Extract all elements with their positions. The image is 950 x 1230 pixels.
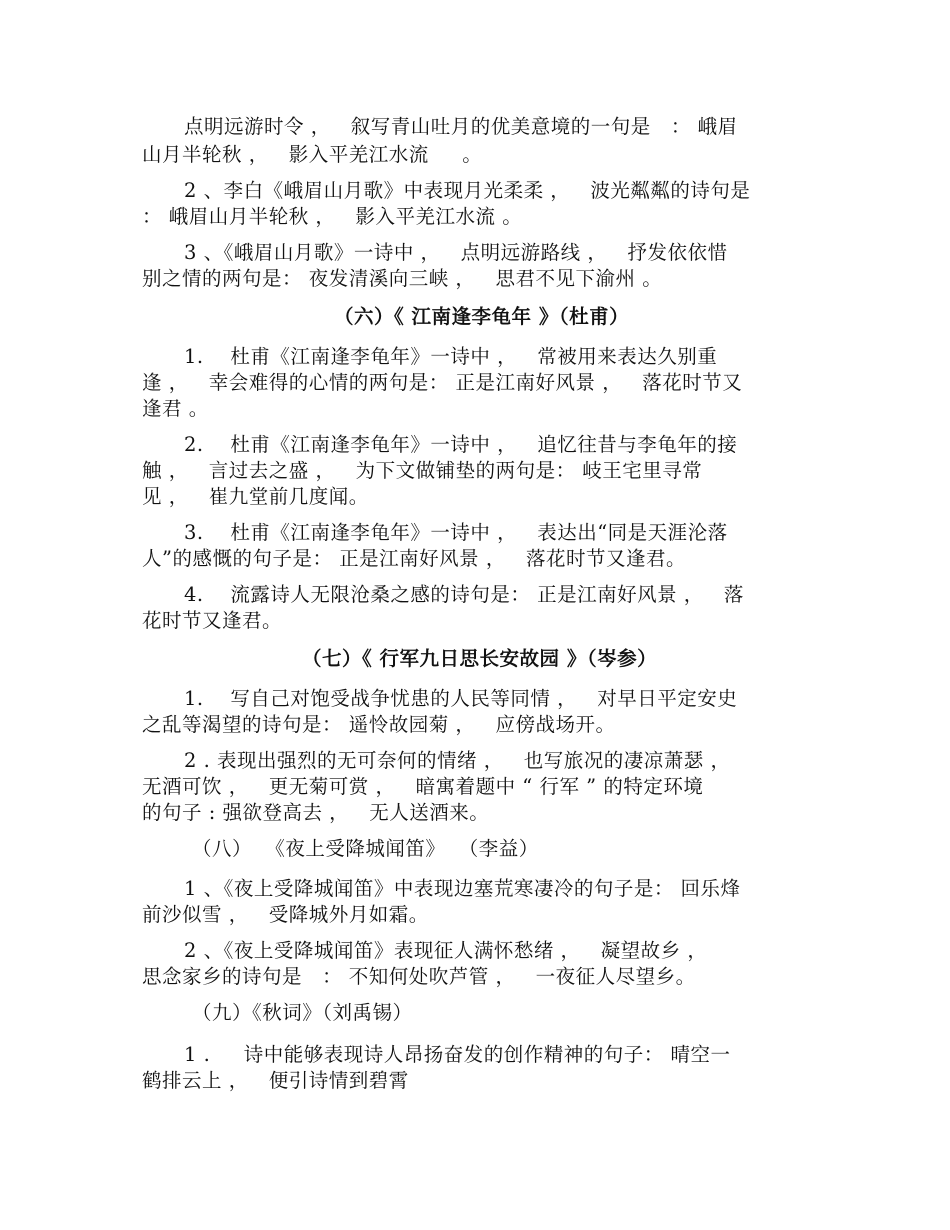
text-line: 之乱等渴望的诗句是： 遥怜故园菊 ， 应傍战场开。 xyxy=(142,713,616,736)
text-line: 人”的感慨的句子是： 正是江南好风景 ， 落花时节又逢君。 xyxy=(142,547,686,570)
text-line: 3. 杜甫《江南逢李龟年》一诗中 ， 表达出“同是天涯沦落 xyxy=(184,521,728,544)
text-line: 2. 杜甫《江南逢李龟年》一诗中 ， 追忆往昔与李龟年的接 xyxy=(184,433,738,456)
text-line: 点明远游时令 ， 叙写青山吐月的优美意境的一句是 ： 峨眉 xyxy=(184,115,738,138)
text-line: 1. 写自己对饱受战争忧患的人民等同情 ， 对早日平定安史 xyxy=(184,687,738,710)
section-heading: （九）《秋词》（刘禹锡） xyxy=(192,1001,413,1024)
section-heading: （七）《 行军九日思长安故园 》（岑参） xyxy=(302,647,658,670)
section-heading: （六）《 江南逢李龟年 》（杜甫） xyxy=(334,305,630,328)
text-line: 前沙似雪 ， 受降城外月如霜。 xyxy=(142,903,429,926)
text-line: 思念家乡的诗句是 ： 不知何处吹芦管 ， 一夜征人尽望乡。 xyxy=(142,965,696,988)
text-line: 触 ， 言过去之盛 ， 为下文做铺垫的两句是： 岐王宅里寻常 xyxy=(142,459,703,482)
text-line: 无酒可饮 ， 更无菊可赏 ， 暗寓着题中 “ 行军 ” 的特定环境 xyxy=(142,775,704,798)
text-line: 逢 ， 幸会难得的心情的两句是： 正是江南好风景 ， 落花时节又 xyxy=(142,371,743,394)
text-line: 2 . 表现出强烈的无可奈何的情绪 ， 也写旅况的凄凉萧瑟 ， xyxy=(184,749,731,772)
text-line: 1 、《夜上受降城闻笛》中表现边塞荒寒凄冷的句子是： 回乐烽 xyxy=(184,877,741,900)
text-line: 花时节又逢君。 xyxy=(142,609,283,632)
text-line: 别之情的两句是： 夜发清溪向三峡 ， 思君不见下渝州 。 xyxy=(142,267,663,290)
text-line: 鹤排云上 ， 便引诗情到碧霄 xyxy=(142,1069,409,1092)
text-line: 4. 流露诗人无限沧桑之感的诗句是： 正是江南好风景 ， 落 xyxy=(184,583,744,606)
text-line: 3 、《峨眉山月歌》一诗中 ， 点明远游路线 ， 抒发依依惜 xyxy=(184,241,728,264)
text-line: 见 ， 崔九堂前几度闻。 xyxy=(142,485,369,508)
text-line: 的句子 : 强欲登高去 ， 无人送酒来。 xyxy=(142,801,490,824)
text-line: ： 峨眉山月半轮秋 ， 影入平羌江水流 。 xyxy=(142,205,523,228)
text-line: 1. 杜甫《江南逢李龟年》一诗中 ， 常被用来表达久别重 xyxy=(184,345,718,368)
text-line: 逢君 。 xyxy=(142,397,209,420)
text-line: 2 、《夜上受降城闻笛》表现征人满怀愁绪 ， 凝望故乡 ， xyxy=(184,939,708,962)
text-line: 1 . 诗中能够表现诗人昂扬奋发的创作精神的句子： 晴空一 xyxy=(184,1043,731,1066)
section-heading: （八） 《夜上受降城闻笛》 （李益） xyxy=(192,837,539,860)
text-line: 2 、李白《峨眉山月歌》中表现月光柔柔 ， 波光粼粼的诗句是 xyxy=(184,179,751,202)
text-line: 山月半轮秋 ， 影入平羌江水流 。 xyxy=(142,143,483,166)
